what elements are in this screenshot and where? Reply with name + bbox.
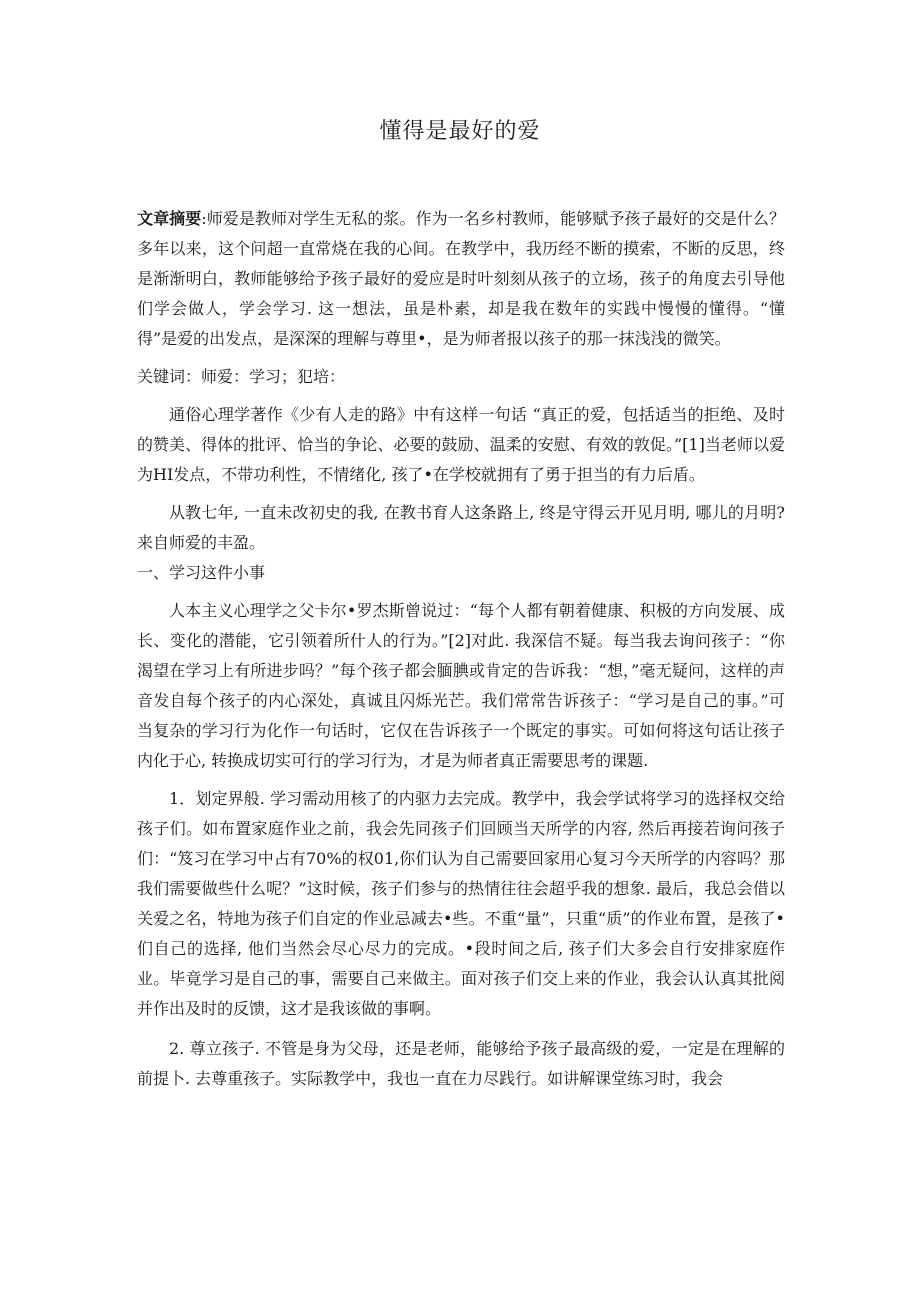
- section-heading: 一、学习这件小事: [137, 563, 266, 582]
- abstract-label: 文章摘要: [137, 209, 202, 228]
- body-paragraph: 1．划定界般. 学习需动用核了的内驱力去完成。教学中，我会学试将学习的选择权交给孩子们。如布置家庭作业之前，我会先同孩子们回顾当天所学的内容, 然后再接若询问孩子们：“笈习在学习中占有70%的权01,你们认为自己需要回家用心复习今天所学的内容吗？那我们需要做些什么呢？”这时候，孩子们参与的热情往往会超乎我的想象. 最后，我总会借以关爱之名，特地为孩子们自定的作业忌减去•些。不重“量”，只重“质”的作业布置，是孩了•们自己的选择, 他们当然会尽心尽力的完成。•段时间之后, 孩子们大多会自行安排家庭作业。毕竟学习是自己的事，需要自己来做主。面对孩子们交上来的作业，我会认认真其批阅并作出及时的反馈，这才是我该做的事啊。: [137, 789, 785, 1018]
- body-paragraph: 从教七年, 一直未改初史的我, 在教书育人这条路上, 终是守得云开见月明, 哪儿的月明?来自师爱的丰盈。: [137, 503, 785, 552]
- body-paragraph: 2. 尊立孩子. 不管是身为父母，还是老师，能够给予孩子最高级的爱，一定是在理解的前提卜. 去尊重孩子。实际教学中，我也一直在力尽践行。如讲解课堂练习时，我会: [137, 1039, 785, 1088]
- abstract-paragraph: [137, 204, 785, 354]
- keywords-line: 关键词：师爱：学习；犯培：: [137, 367, 346, 386]
- body-paragraph: 人本主义心理学之父卡尔•罗杰斯曾说过：“每个人都有朝着健康、积极的方向发展、成长、变化的潜能，它引领着所什人的行为。”[2]对此. 我深信不疑。每当我去询问孩子：“你渴望在学习上有所进步吗？”每个孩子都会腼腆或肯定的告诉我：“想，”毫无疑问，这样的声音发自每个孩子的内心深处，真诚且闪烁光芒。我们常常告诉孩子：“学习是自己的事。”可当复杂的学习行为化作一句话时，它仅在告诉孩子一个既定的事实。可如何将这句话让孩子内化于心, 转换成切实可行的学习行为，才是为师者真正需要思考的课题.: [137, 601, 785, 770]
- document-body: [137, 204, 785, 1094]
- abstract-text: :师爱是教师对学生无私的浆。作为一名乡村教师，能够赋予孩子最好的交是什么？多年以来，这个问超一直常烧在我的心间。在教学中，我历经不断的摸索，不断的反思，终是渐渐明白，教师能够给予孩子最好的爱应是时叶刻刻从孩子的立场，孩子的角度去引导他们学会做人，学会学习. 这一想法，虽是朴素，却是我在数年的实践中慢慢的懂得。“懂得”是爱的出发点，是深深的理解与尊里•，是为师者报以孩子的那一抹浅浅的微笑。: [137, 209, 785, 348]
- body-paragraph: 通俗心理学著作《少有人走的路》中有这样一句话 “真正的爱，包括适当的拒绝、及时的赞美、得体的批评、恰当的争论、必要的鼓励、温柔的安慰、有效的敦促。”[1]当老师以爱为HI发点，不带功利性，不情绪化, 孩了•在学校就拥有了勇于担当的有力后盾。: [137, 405, 785, 484]
- document-title: 懂得是最好的爱: [379, 119, 541, 144]
